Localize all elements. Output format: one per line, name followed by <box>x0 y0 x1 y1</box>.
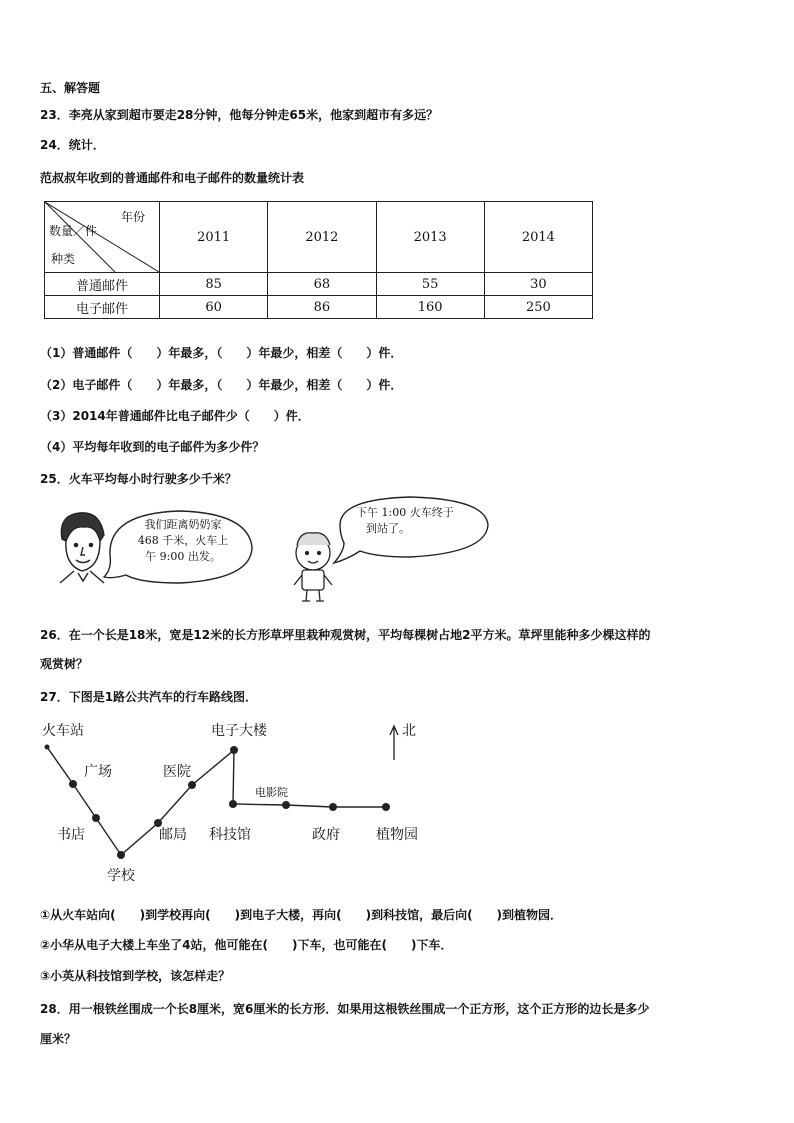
question-24-sub3: （3）2014年普通邮件比电子邮件少（ ）件． <box>40 409 310 423</box>
question-26-line2: 观赏树？ <box>40 657 89 671</box>
stop-bookstore <box>92 814 100 822</box>
question-26-line1: 26．在一个长是18米，宽是12米的长方形草坪里栽种观赏树，平均每棵树占地2平方米。草坪里能种多少棵这样的 <box>40 628 651 642</box>
stop-hospital <box>188 781 196 789</box>
north-arrow-icon <box>390 726 398 760</box>
question-27-sub2: ②小华从电子大楼上车坐了4站，他可能在( )下车，也可能在( )下车． <box>40 938 453 952</box>
header-count: 数量／件 <box>49 224 98 238</box>
question-28-line2: 厘米？ <box>40 1032 77 1046</box>
question-27-sub1: ①从火车站向( )到学校再向( )到电子大楼，再向( )到科技馆，最后向( )到植物园． <box>40 908 563 922</box>
stop-cinema <box>282 801 290 809</box>
question-25-title: 25．火车平均每小时行驶多少千米？ <box>40 472 237 486</box>
diagonal-header-cell <box>45 202 160 273</box>
question-28-line1: 28．用一根铁丝围成一个长8厘米，宽6厘米的长方形．如果用这根铁丝围成一个正方形，这个正方形的边长是多少 <box>40 1002 650 1016</box>
question-23: 23．李亮从家到超市要走28分钟，他每分钟走65米，他家到超市有多远？ <box>40 108 439 122</box>
value-cell: 60 <box>160 296 268 319</box>
value-cell: 250 <box>484 296 592 319</box>
label-botanical-garden: 植物园 <box>376 827 418 843</box>
stop-tech-museum <box>229 800 237 808</box>
bubble-left-text: 我们距离奶奶家 468 千米，火车上 午 9:00 出发。 <box>137 518 229 563</box>
stop-school <box>117 851 125 859</box>
row-label-regular-mail: 普通邮件 <box>45 273 160 296</box>
stop-train-station <box>45 745 50 750</box>
question-24-title: 24．统计． <box>40 138 105 152</box>
header-kind: 种类 <box>51 252 76 266</box>
label-north: 北 <box>402 723 416 739</box>
value-cell: 55 <box>376 273 484 296</box>
table-caption: 范叔叔年收到的普通邮件和电子邮件的数量统计表 <box>40 171 305 185</box>
label-post-office: 邮局 <box>159 827 187 843</box>
year-cell: 2013 <box>376 202 484 273</box>
value-cell: 160 <box>376 296 484 319</box>
section-title: 五、解答题 <box>40 81 101 95</box>
stop-square <box>69 780 77 788</box>
label-train-station: 火车站 <box>42 723 84 739</box>
label-government: 政府 <box>312 827 340 843</box>
question-24-sub1: （1）普通邮件（ ）年最多，（ ）年最少，相差（ ）件． <box>40 346 403 360</box>
label-electronics-building: 电子大楼 <box>211 723 267 739</box>
question-24-sub2: （2）电子邮件（ ）年最多，（ ）年最少，相差（ ）件． <box>40 378 403 392</box>
value-cell: 85 <box>160 273 268 296</box>
man-face-icon <box>60 513 104 583</box>
mail-stats-table <box>44 201 593 319</box>
label-school: 学校 <box>107 868 135 884</box>
question-27-sub3: ③小英从科技馆到学校，该怎样走？ <box>40 969 231 983</box>
header-year: 年份 <box>121 210 146 224</box>
boy-icon <box>294 533 332 601</box>
question-24-sub4: （4）平均每年收到的电子邮件为多少件？ <box>40 440 265 454</box>
value-cell: 68 <box>268 273 376 296</box>
year-cell: 2011 <box>160 202 268 273</box>
row-label-email: 电子邮件 <box>45 296 160 319</box>
year-cell: 2012 <box>268 202 376 273</box>
stop-botanical-garden <box>382 803 390 811</box>
label-bookstore: 书店 <box>57 827 85 843</box>
bubble-right-text: 下午 1:00 火车终于 到站了。 <box>356 506 454 535</box>
stop-electronics-building <box>230 746 238 754</box>
stop-government <box>329 803 337 811</box>
label-hospital: 医院 <box>163 764 191 780</box>
question-27-title: 27．下图是1路公共汽车的行车路线图． <box>40 690 258 704</box>
value-cell: 30 <box>484 273 592 296</box>
label-tech-museum: 科技馆 <box>209 827 251 843</box>
label-square: 广场 <box>84 764 112 780</box>
year-cell: 2014 <box>484 202 592 273</box>
value-cell: 86 <box>268 296 376 319</box>
label-cinema: 电影院 <box>255 786 288 799</box>
